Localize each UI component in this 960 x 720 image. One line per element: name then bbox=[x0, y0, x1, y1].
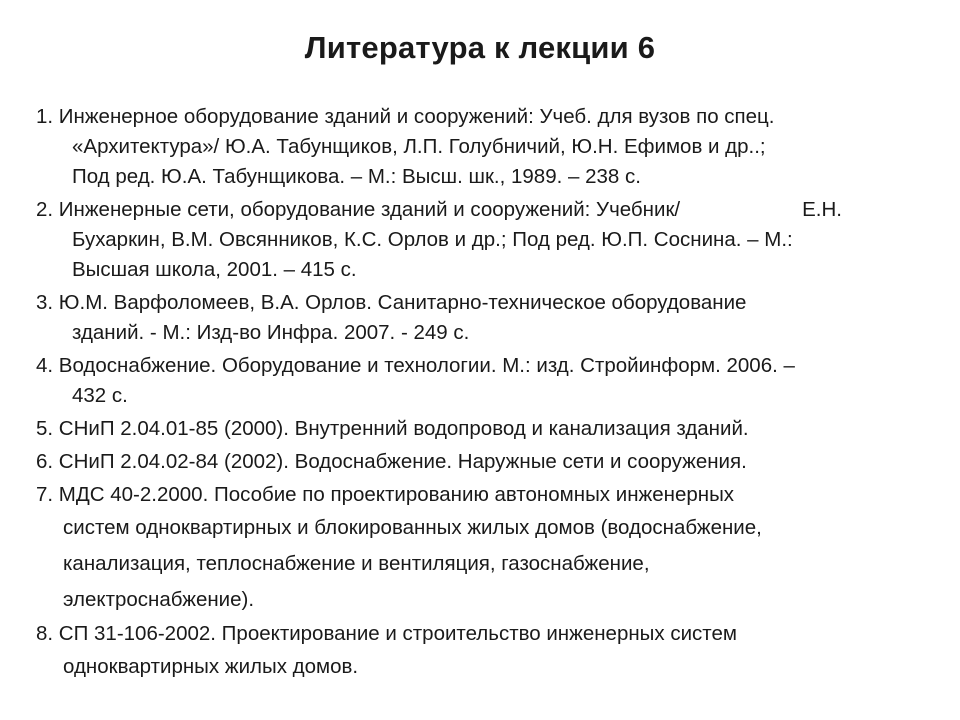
reference-item-3 bbox=[36, 288, 936, 348]
reference-line: систем одноквартирных и блокированных жилых домов (водоснабжение, bbox=[63, 516, 762, 539]
reference-line: 6. СНиП 2.04.02-84 (2002). Водоснабжение. Наружные сети и сооружения. bbox=[36, 450, 747, 473]
reference-line: канализация, теплоснабжение и вентиляция, газоснабжение, bbox=[63, 552, 650, 575]
reference-line: зданий. - М.: Изд-во Инфра. 2007. - 249 с. bbox=[72, 321, 470, 344]
reference-item-6 bbox=[36, 447, 936, 477]
reference-line: одноквартирных жилых домов. bbox=[63, 655, 359, 678]
reference-line: 7. МДС 40-2.2000. Пособие по проектированию автономных инженерных bbox=[36, 483, 735, 506]
reference-line: 5. СНиП 2.04.01-85 (2000). Внутренний водопровод и канализация зданий. bbox=[36, 417, 749, 440]
reference-item-1 bbox=[36, 102, 936, 192]
reference-line: электроснабжение). bbox=[63, 588, 255, 611]
reference-line: 1. Инженерное оборудование зданий и сооружений: Учеб. для вузов по спец. bbox=[36, 105, 775, 128]
reference-item-7 bbox=[36, 480, 936, 618]
reference-line-text: 2. Инженерные сети, оборудование зданий и сооружений: Учебник/ bbox=[36, 198, 681, 221]
reference-line: 3. Ю.М. Варфоломеев, В.А. Орлов. Санитарно-техническое оборудование bbox=[36, 291, 747, 314]
reference-item-8 bbox=[36, 619, 936, 685]
reference-line: «Архитектура»/ Ю.А. Табунщиков, Л.П. Голубничий, Ю.Н. Ефимов и др..; bbox=[72, 135, 766, 158]
reference-item-5 bbox=[36, 414, 936, 444]
reference-line: 432 с. bbox=[72, 384, 128, 407]
reference-item-4 bbox=[36, 351, 936, 411]
reference-line: Под ред. Ю.А. Табунщикова. – М.: Высш. шк., 1989. – 238 с. bbox=[72, 165, 641, 188]
reference-line: 8. СП 31-106-2002. Проектирование и строительство инженерных систем bbox=[36, 622, 737, 645]
reference-line: 4. Водоснабжение. Оборудование и технологии. М.: изд. Стройинформ. 2006. – bbox=[36, 354, 795, 377]
reference-line: Высшая школа, 2001. – 415 с. bbox=[72, 258, 357, 281]
reference-line-text: Е.Н. bbox=[802, 198, 842, 221]
reference-line bbox=[36, 195, 936, 225]
reference-line: Бухаркин, В.М. Овсянников, К.С. Орлов и др.; Под ред. Ю.П. Соснина. – М.: bbox=[72, 228, 793, 251]
reference-list bbox=[36, 102, 936, 685]
reference-item-2 bbox=[36, 195, 936, 285]
page-title: Литература к лекции 6 bbox=[304, 30, 656, 65]
